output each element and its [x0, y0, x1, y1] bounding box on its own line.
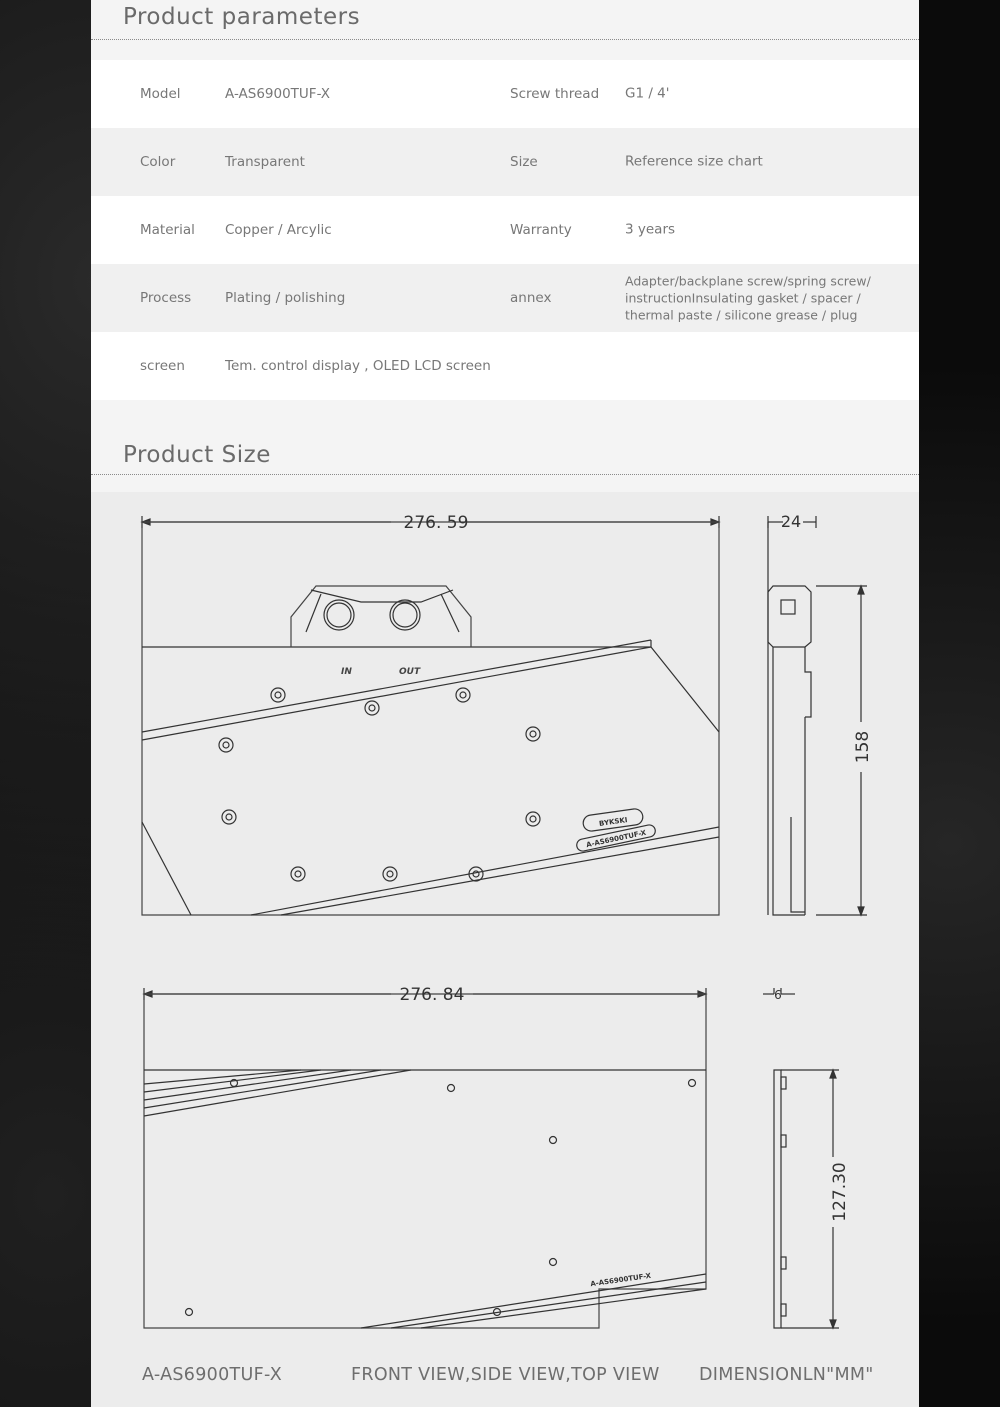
param-row	[91, 60, 919, 128]
side-view-block	[768, 522, 811, 915]
param-value: Copper / Arcylic	[225, 222, 332, 238]
section-title-size: Product Size	[123, 442, 271, 468]
in-label: IN	[341, 667, 352, 677]
param-row	[91, 264, 919, 332]
param-label: Model	[140, 86, 181, 102]
param-label: Warranty	[510, 222, 572, 238]
title-divider	[91, 474, 919, 475]
spec-sheet	[91, 0, 919, 1407]
caption-unit: DIMENSIONLN"MM"	[699, 1365, 874, 1385]
param-value: Transparent	[225, 154, 305, 170]
param-row	[91, 128, 919, 196]
title-divider	[91, 39, 919, 40]
side-height-label: 158	[853, 730, 873, 764]
param-label: Process	[140, 290, 192, 306]
param-label: Color	[140, 154, 176, 170]
param-label: Screw thread	[510, 86, 600, 102]
param-value: Plating / polishing	[225, 290, 346, 306]
param-value: G1 / 4'	[625, 85, 670, 102]
param-row	[91, 196, 919, 264]
back-height-label: 127.30	[830, 1162, 850, 1222]
params-table	[91, 60, 919, 400]
param-label: Material	[140, 222, 195, 238]
plate-model-label: A-AS6900TUF-X	[585, 828, 647, 850]
param-value: Reference size chart	[625, 153, 763, 170]
param-row	[91, 332, 919, 400]
param-label: screen	[140, 358, 185, 374]
front-width-label: 276. 59	[403, 513, 469, 533]
param-value: Adapter/backplane screw/spring screw/ instructionInsulating gasket / spacer / thermal paste / silicone grease / plug	[625, 273, 871, 323]
section-title-parameters: Product parameters	[123, 4, 361, 30]
caption-model: A-AS6900TUF-X	[142, 1365, 283, 1385]
back-model-label: A-AS6900TUF-X	[589, 1271, 652, 1289]
back-side-view-block	[774, 1070, 786, 1328]
technical-drawing	[91, 492, 919, 1407]
caption-views: FRONT VIEW,SIDE VIEW,TOP VIEW	[351, 1365, 660, 1385]
param-label: Size	[510, 154, 538, 170]
param-value: A-AS6900TUF-X	[225, 86, 331, 102]
back-side-width-label: 6	[774, 988, 782, 1002]
size-drawing-area	[91, 492, 919, 1407]
plate-badge-label: BYKSKI	[598, 816, 628, 828]
side-width-label: 24	[780, 512, 802, 531]
param-value: 3 years	[625, 221, 676, 238]
out-label: OUT	[399, 667, 421, 677]
param-label: annex	[510, 290, 552, 306]
front-view-block	[142, 522, 719, 915]
back-width-label: 276. 84	[399, 985, 465, 1005]
param-value: Tem. control display , OLED LCD screen	[225, 358, 491, 374]
